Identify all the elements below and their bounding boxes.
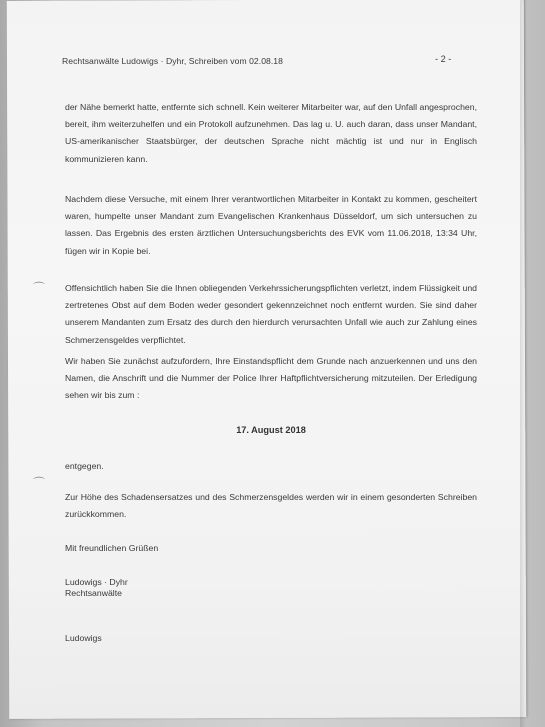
margin-mark: ⌒ bbox=[33, 476, 46, 490]
margin-mark: ⌒ bbox=[33, 281, 46, 295]
page-number: - 2 - bbox=[435, 54, 452, 64]
paragraph-4: Wir haben Sie zunächst aufzufordern, Ihre Einstandspflicht dem Grunde nach anzuerkennen und uns den Namen, die Anschrift und die Nummer der Police Ihrer Haftpflichtversicherung mitzuteilen. Der Erledigung sehen wir bis zum : bbox=[65, 356, 477, 401]
salutation: Mit freundlichen Grüßen bbox=[65, 543, 159, 553]
paragraph-1: der Nähe bemerkt hatte, entfernte sich schnell. Kein weiterer Mitarbeiter war, auf den Unfall angesprochen, bereit, ihm weiterzuhelfen und ein Protokoll aufzunehmen. Das lag u. U. auch daran, dass unser Mandant, US-amerikanischer Staatsbürger, der deutschen Sprache nicht mächtig ist und nur in Englisch kommunizieren kann. bbox=[65, 102, 477, 164]
firm-name: Ludowigs · Dyhr bbox=[65, 577, 128, 587]
letter-header: Rechtsanwälte Ludowigs · Dyhr, Schreiben vom 02.08.18 bbox=[62, 56, 283, 66]
deadline-date: 17. August 2018 bbox=[236, 425, 306, 435]
signature-name: Ludowigs bbox=[65, 633, 102, 643]
closing-paragraph: Zur Höhe des Schadensersatzes und des Schmerzensgeldes werden wir in einem gesonderten Schreiben zurückkommen. bbox=[65, 492, 477, 520]
page-edge-shadow bbox=[520, 0, 526, 727]
paragraph-3: Offensichtlich haben Sie die Ihnen obliegenden Verkehrssicherungspflichten verletzt, indem Flüssigkeit und zertretenes Obst auf dem Boden weder gesondert gekennzeichnet noch entfernt wurden. Sie sind daher unserem Mandanten zum Ersatz des durch den hierdurch verursachten Unfall wie auch zur Zahlung eines Schmerzensgeldes verpflichtet. bbox=[65, 283, 477, 345]
firm-title: Rechtsanwälte bbox=[65, 588, 122, 598]
after-deadline-text: entgegen. bbox=[65, 461, 104, 471]
paragraph-2: Nachdem diese Versuche, mit einem Ihrer verantwortlichen Mitarbeiter in Kontakt zu kommen, gescheitert waren, humpelte unser Mandant zum Evangelischen Krankenhaus Düsseldorf, um sich untersuchen zu lassen. Das Ergebnis des ersten ärztlichen Untersuchungsberichts des EVK vom 11.06.2018, 13:34 Uhr, fügen wir in Kopie bei. bbox=[65, 194, 477, 256]
